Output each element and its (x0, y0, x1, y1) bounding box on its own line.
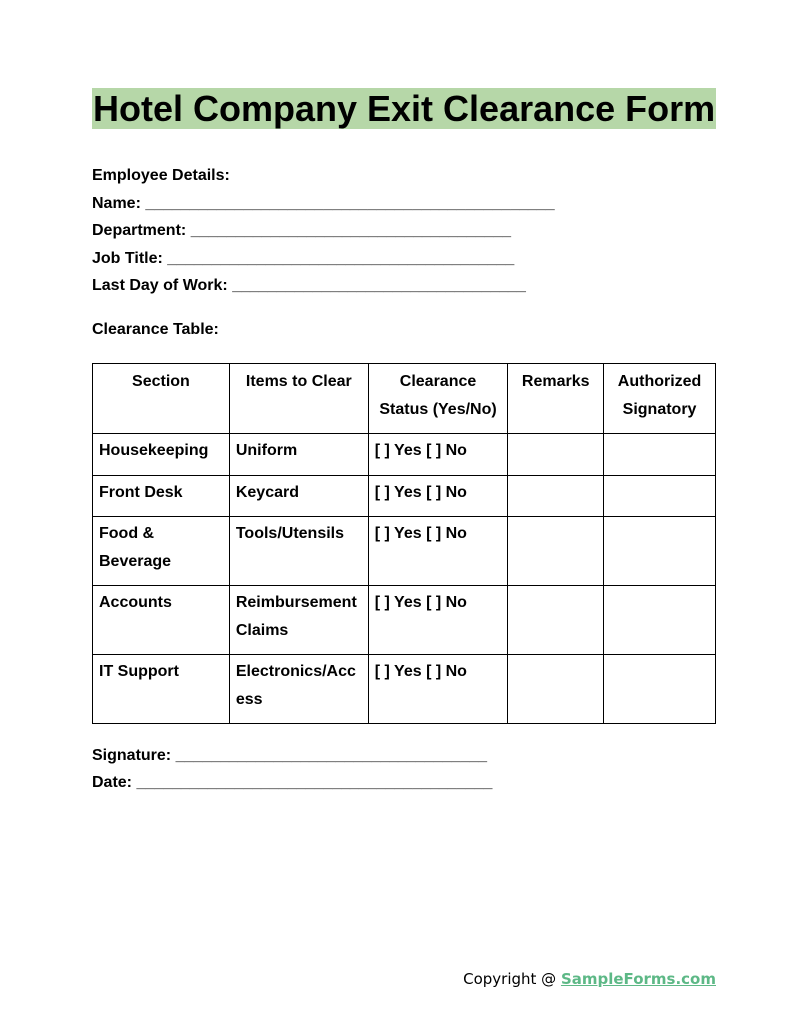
column-header-remarks: Remarks (508, 364, 604, 434)
remarks-cell[interactable] (508, 586, 604, 655)
item-cell: Uniform (229, 434, 368, 476)
item-cell: Tools/Utensils (229, 517, 368, 586)
section-cell: IT Support (93, 655, 230, 724)
table-row (93, 475, 716, 517)
department-blank[interactable]: ____________________________________ (190, 222, 512, 239)
item-cell: Keycard (229, 475, 368, 517)
brand-link[interactable]: SampleForms.com (560, 970, 716, 988)
status-cell[interactable]: [ ] Yes [ ] No (368, 475, 508, 517)
status-cell[interactable]: [ ] Yes [ ] No (368, 586, 508, 655)
remarks-cell[interactable] (508, 517, 604, 586)
signature-label: Signature: (92, 747, 172, 764)
clearance-table (92, 363, 716, 724)
copyright-text: Copyright @ (463, 970, 561, 988)
date-field[interactable] (92, 769, 492, 796)
column-header-section: Section (93, 364, 230, 434)
section-cell: Accounts (93, 586, 230, 655)
section-cell: Housekeeping (93, 434, 230, 476)
section-cell: Front Desk (93, 475, 230, 517)
signature-block (92, 742, 492, 796)
page-title: Hotel Company Exit Clearance Form (93, 88, 716, 129)
job-title-field[interactable] (92, 245, 555, 273)
table-row (93, 655, 716, 724)
job-title-blank[interactable]: _______________________________________ (167, 249, 515, 267)
table-row (93, 434, 716, 476)
signatory-cell[interactable] (604, 475, 716, 517)
table-row (93, 586, 716, 655)
remarks-cell[interactable] (508, 475, 604, 517)
signatory-cell[interactable] (604, 517, 716, 586)
footer (463, 967, 716, 991)
last-day-label: Last Day of Work: (92, 277, 228, 294)
employee-details (92, 162, 555, 300)
date-blank[interactable]: ________________________________________ (136, 774, 493, 791)
name-field[interactable] (92, 190, 555, 218)
item-cell: Electronics/Access (229, 655, 368, 724)
column-header-status: Clearance Status (Yes/No) (368, 364, 508, 434)
status-cell[interactable]: [ ] Yes [ ] No (368, 517, 508, 586)
signatory-cell[interactable] (604, 434, 716, 476)
date-label: Date: (92, 774, 133, 791)
remarks-cell[interactable] (508, 655, 604, 724)
department-field[interactable] (92, 217, 555, 245)
signature-field[interactable] (92, 742, 492, 769)
name-label: Name: (92, 194, 141, 212)
job-title-label: Job Title: (92, 249, 163, 267)
title-block (92, 88, 716, 129)
table-row (93, 517, 716, 586)
remarks-cell[interactable] (508, 434, 604, 476)
employee-details-heading: Employee Details: (92, 167, 230, 184)
name-blank[interactable]: ______________________________________________ (145, 194, 555, 212)
last-day-blank[interactable]: _________________________________ (232, 277, 526, 294)
last-day-field[interactable] (92, 272, 555, 300)
signatory-cell[interactable] (604, 655, 716, 724)
status-cell[interactable]: [ ] Yes [ ] No (368, 655, 508, 724)
signatory-cell[interactable] (604, 586, 716, 655)
column-header-items: Items to Clear (229, 364, 368, 434)
column-header-signatory: Authorized Signatory (604, 364, 716, 434)
signature-blank[interactable]: ___________________________________ (175, 747, 488, 764)
clearance-table-heading: Clearance Table: (92, 321, 219, 338)
department-label: Department: (92, 222, 187, 239)
table-header-row (93, 364, 716, 434)
item-cell: Reimbursement Claims (229, 586, 368, 655)
status-cell[interactable]: [ ] Yes [ ] No (368, 434, 508, 476)
section-cell: Food & Beverage (93, 517, 230, 586)
